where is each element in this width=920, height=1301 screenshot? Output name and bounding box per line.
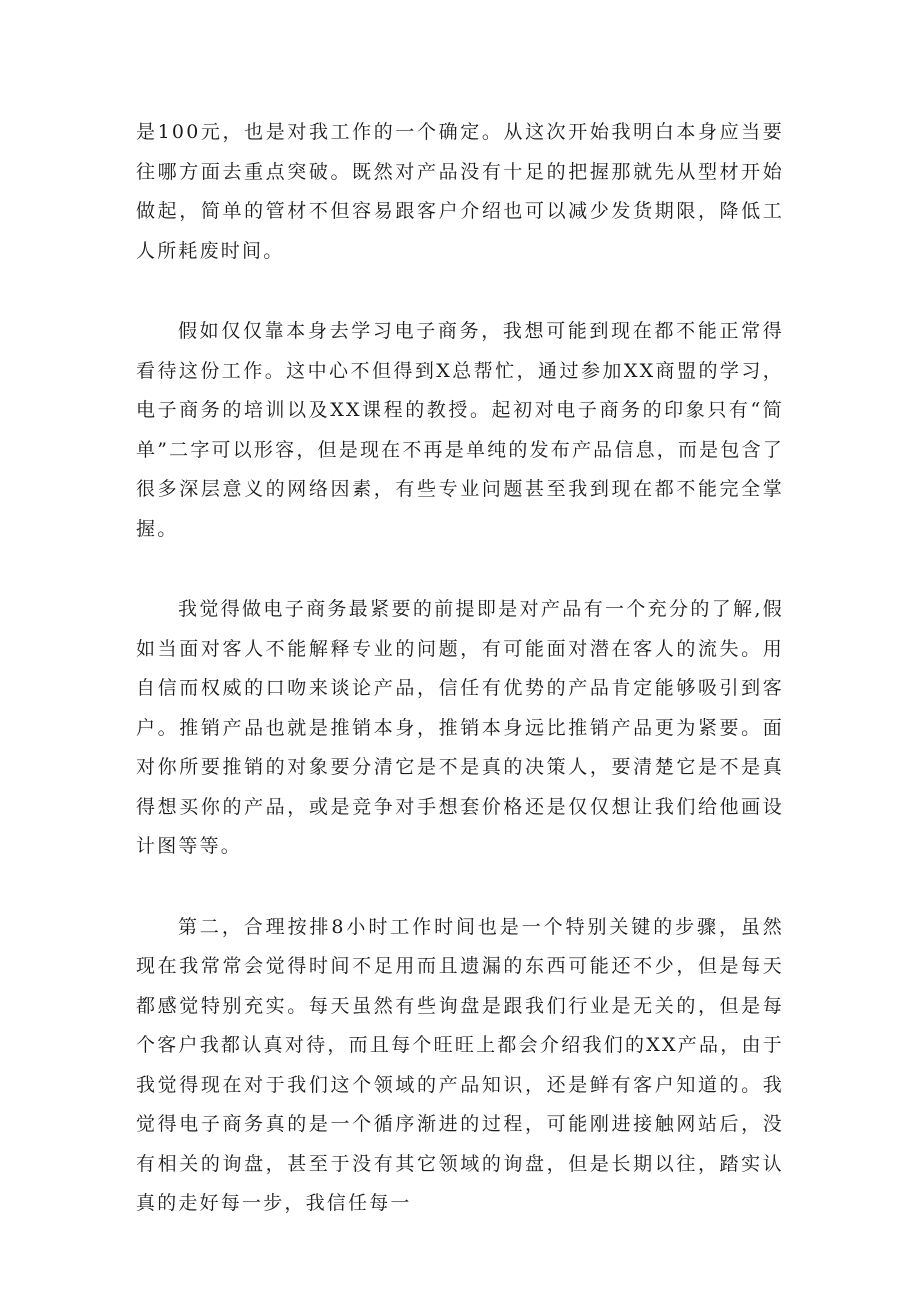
paragraph-4: 第二，合理按排8小时工作时间也是一个特别关键的步骤，虽然现在我常常会觉得时间不足用而且遗漏的东西可能还不少，但是每天都感觉特别充实。每天虽然有些询盘是跟我们行业是无关的，但是每个客户我都认真对待，而且每个旺旺上都会介绍我们的XX产品，由于我觉得现在对于我们这个领域的产品知识，还是鲜有客户知道的。我觉得电子商务真的是一个循序渐进的过程，可能刚进接触网站后，没有相关的询盘，甚至于没有其它领域的询盘，但是长期以往，踏实认真的走好每一步，我信任每一 xyxy=(136,915,784,1214)
paragraph-gap xyxy=(136,867,784,908)
document-body xyxy=(136,113,784,1224)
paragraph-gap xyxy=(136,549,784,590)
paragraph-3: 我觉得做电子商务最紧要的前提即是对产品有一个充分的了解,假如当面对客人不能解释专业的问题，有可能面对潜在客人的流失。用自信而权威的口吻来谈论产品，信任有优势的产品肯定能够吸引到客户。推销产品也就是推销本身，推销本身远比推销产品更为紧要。面对你所要推销的对象要分清它是不是真的决策人，要清楚它是不是真得想买你的产品，或是竞争对手想套价格还是仅仅想让我们给他画设计图等等。 xyxy=(136,598,784,857)
paragraph-1: 是100元，也是对我工作的一个确定。从这次开始我明白本身应当要往哪方面去重点突破。既然对产品没有十足的把握那就先从型材开始做起，简单的管材不但容易跟客户介绍也可以减少发货期限，降低工人所耗废时间。 xyxy=(136,121,784,262)
paragraph-gap xyxy=(136,271,784,312)
paragraph-2: 假如仅仅靠本身去学习电子商务，我想可能到现在都不能正常得看待这份工作。这中心不但得到X总帮忙，通过参加XX商盟的学习，电子商务的培训以及XX课程的教授。起初对电子商务的印象只有“简单”二字可以形容，但是现在不再是单纯的发布产品信息，而是包含了很多深层意义的网络因素，有些专业问题甚至我到现在都不能完全掌握。 xyxy=(136,320,784,540)
